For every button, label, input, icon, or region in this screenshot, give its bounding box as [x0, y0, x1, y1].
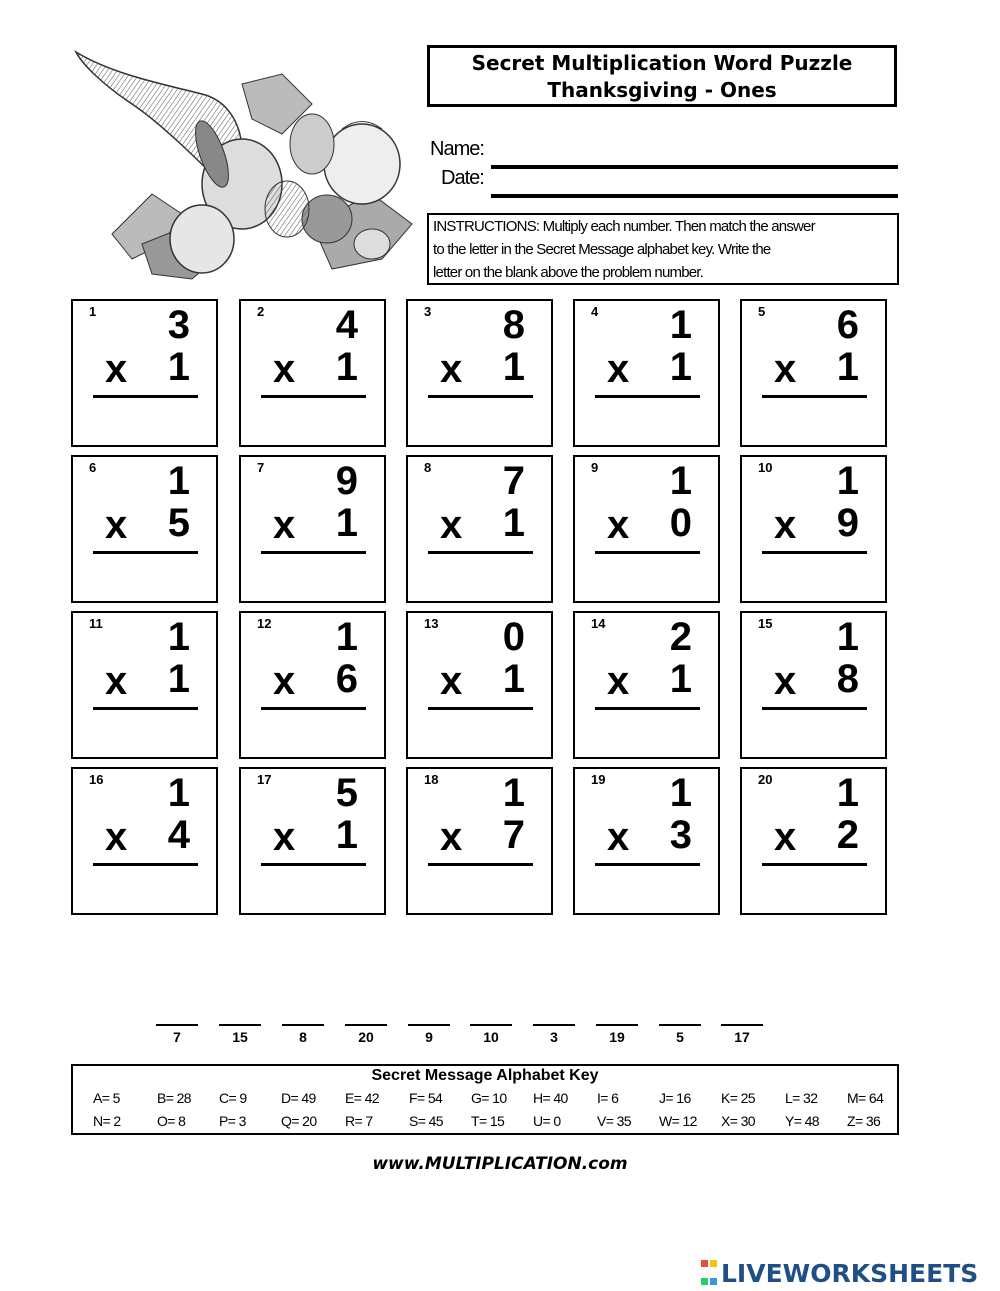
problem-number: 14 [591, 616, 606, 631]
answer-line[interactable] [595, 863, 700, 866]
multiplier: 8 [836, 657, 859, 701]
instructions-line: INSTRUCTIONS: Multiply each number. Then match the answer [433, 218, 815, 235]
answer-line[interactable] [595, 395, 700, 398]
key-entry: P= 3 [219, 1113, 246, 1129]
multiplier: 0 [669, 501, 692, 545]
problem-number: 6 [89, 460, 97, 475]
key-entry: Q= 20 [281, 1113, 317, 1129]
key-entry: K= 25 [721, 1090, 755, 1106]
multiplier: 7 [502, 813, 525, 857]
key-entry: O= 8 [157, 1113, 186, 1129]
answer-line[interactable] [261, 863, 366, 866]
alphabet-key-box [71, 1064, 899, 1135]
problem-number: 11 [89, 616, 103, 631]
blank-problem-number: 9 [425, 1029, 433, 1045]
key-entry: E= 42 [345, 1090, 379, 1106]
answer-line[interactable] [261, 551, 366, 554]
key-entry: V= 35 [597, 1113, 631, 1129]
problem-card [573, 611, 720, 759]
liveworksheets-logo [700, 1255, 978, 1291]
key-entry: C= 9 [219, 1090, 247, 1106]
key-entry: Y= 48 [785, 1113, 819, 1129]
multiplicand: 1 [836, 459, 859, 503]
multiplicand: 1 [167, 459, 190, 503]
answer-line[interactable] [428, 707, 533, 710]
name-label: Name: [430, 138, 484, 160]
multiplicand: 3 [167, 303, 190, 347]
key-entry: X= 30 [721, 1113, 755, 1129]
problem-number: 17 [257, 772, 272, 787]
key-entry: R= 7 [345, 1113, 373, 1129]
answer-line[interactable] [93, 863, 198, 866]
multiplicand: 6 [836, 303, 859, 347]
multiplier: 1 [335, 501, 358, 545]
message-blank[interactable] [721, 1024, 763, 1045]
answer-line[interactable] [762, 395, 867, 398]
times-sign: x [607, 815, 630, 859]
date-field[interactable] [491, 194, 898, 198]
problem-card [239, 299, 386, 447]
answer-line[interactable] [595, 707, 700, 710]
problem-number: 18 [424, 772, 439, 787]
answer-line[interactable] [762, 707, 867, 710]
problem-number: 12 [257, 616, 272, 631]
problem-card [239, 611, 386, 759]
key-entry: F= 54 [409, 1090, 443, 1106]
instructions-line: to the letter in the Secret Message alphabet key. Write the [433, 241, 771, 258]
problem-number: 13 [424, 616, 439, 631]
key-entry: A= 5 [93, 1090, 120, 1106]
multiplier: 1 [502, 345, 525, 389]
multiplicand: 5 [335, 771, 358, 815]
problem-card [71, 611, 218, 759]
multiplicand: 4 [335, 303, 358, 347]
answer-line[interactable] [93, 551, 198, 554]
multiplicand: 0 [502, 615, 525, 659]
key-entry: W= 12 [659, 1113, 697, 1129]
times-sign: x [440, 815, 463, 859]
multiplicand: 1 [502, 771, 525, 815]
problem-number: 7 [257, 460, 265, 475]
key-entry: N= 2 [93, 1113, 121, 1129]
times-sign: x [440, 347, 463, 391]
multiplier: 1 [669, 657, 692, 701]
message-blank[interactable] [408, 1024, 450, 1045]
times-sign: x [774, 503, 797, 547]
blank-line[interactable] [282, 1024, 324, 1026]
multiplier: 1 [836, 345, 859, 389]
blank-problem-number: 7 [173, 1029, 181, 1045]
message-blank[interactable] [345, 1024, 387, 1045]
problem-card [573, 299, 720, 447]
problem-card [740, 455, 887, 603]
problem-number: 3 [424, 304, 432, 319]
answer-line[interactable] [261, 395, 366, 398]
multiplicand: 1 [836, 771, 859, 815]
key-entry: U= 0 [533, 1113, 561, 1129]
answer-line[interactable] [762, 863, 867, 866]
key-entry: I= 6 [597, 1090, 619, 1106]
times-sign: x [273, 815, 296, 859]
problem-card [71, 767, 218, 915]
key-entry: L= 32 [785, 1090, 818, 1106]
multiplier: 1 [502, 657, 525, 701]
problem-card [239, 455, 386, 603]
multiplicand: 1 [335, 615, 358, 659]
problem-card [406, 611, 553, 759]
logo-mark-icon [700, 1255, 718, 1291]
multiplier: 1 [502, 501, 525, 545]
problem-card [573, 767, 720, 915]
key-entry: D= 49 [281, 1090, 316, 1106]
problem-card [740, 299, 887, 447]
multiplicand: 1 [669, 303, 692, 347]
title-line-1: Secret Multiplication Word Puzzle [471, 51, 853, 75]
times-sign: x [273, 347, 296, 391]
multiplicand: 8 [502, 303, 525, 347]
multiplicand: 7 [502, 459, 525, 503]
answer-line[interactable] [93, 707, 198, 710]
key-entry: B= 28 [157, 1090, 191, 1106]
key-entry: S= 45 [409, 1113, 443, 1129]
key-entry: J= 16 [659, 1090, 691, 1106]
times-sign: x [105, 659, 128, 703]
answer-line[interactable] [93, 395, 198, 398]
problem-card [573, 455, 720, 603]
blank-line[interactable] [345, 1024, 387, 1026]
blank-line[interactable] [408, 1024, 450, 1026]
times-sign: x [105, 347, 128, 391]
blank-problem-number: 19 [609, 1029, 625, 1045]
times-sign: x [774, 815, 797, 859]
multiplicand: 1 [836, 615, 859, 659]
answer-line[interactable] [428, 395, 533, 398]
answer-line[interactable] [428, 551, 533, 554]
problem-card [239, 767, 386, 915]
key-entry: G= 10 [471, 1090, 507, 1106]
brand-name: LIVEWORKSHEETS [721, 1258, 979, 1288]
message-blank[interactable] [533, 1024, 575, 1045]
date-label: Date: [441, 167, 484, 189]
problem-number: 9 [591, 460, 599, 475]
problem-number: 19 [591, 772, 606, 787]
blank-problem-number: 17 [734, 1029, 750, 1045]
multiplicand: 1 [669, 771, 692, 815]
problem-number: 4 [591, 304, 599, 319]
times-sign: x [774, 347, 797, 391]
multiplier: 4 [167, 813, 190, 857]
blank-problem-number: 10 [483, 1029, 499, 1045]
problem-card [71, 455, 218, 603]
message-blank[interactable] [219, 1024, 261, 1045]
worksheet-title-box [427, 45, 897, 107]
blank-line[interactable] [721, 1024, 763, 1026]
problem-card [406, 299, 553, 447]
times-sign: x [105, 815, 128, 859]
blank-problem-number: 5 [676, 1029, 684, 1045]
website-url[interactable]: www.MULTIPLICATION.com [372, 1154, 628, 1174]
problem-number: 5 [758, 304, 766, 319]
problem-number: 8 [424, 460, 432, 475]
blank-line[interactable] [659, 1024, 701, 1026]
multiplier: 1 [669, 345, 692, 389]
blank-line[interactable] [156, 1024, 198, 1026]
times-sign: x [105, 503, 128, 547]
multiplier: 2 [836, 813, 859, 857]
blank-problem-number: 8 [299, 1029, 307, 1045]
problem-card [406, 767, 553, 915]
blank-problem-number: 15 [232, 1029, 248, 1045]
cornucopia-illustration [72, 44, 424, 290]
instructions-line: letter on the blank above the problem number. [433, 264, 704, 281]
blank-line[interactable] [596, 1024, 638, 1026]
problem-card [740, 611, 887, 759]
multiplicand: 9 [335, 459, 358, 503]
problem-number: 2 [257, 304, 265, 319]
times-sign: x [273, 659, 296, 703]
key-entry: Z= 36 [847, 1113, 881, 1129]
times-sign: x [607, 659, 630, 703]
answer-line[interactable] [762, 551, 867, 554]
multiplier: 1 [167, 345, 190, 389]
instructions-box [427, 213, 899, 285]
multiplicand: 2 [669, 615, 692, 659]
answer-line[interactable] [428, 863, 533, 866]
multiplicand: 1 [167, 615, 190, 659]
times-sign: x [440, 503, 463, 547]
problem-card [406, 455, 553, 603]
problem-number: 20 [758, 772, 773, 787]
times-sign: x [774, 659, 797, 703]
times-sign: x [607, 503, 630, 547]
message-blank[interactable] [156, 1024, 198, 1045]
alphabet-key-title: Secret Message Alphabet Key [371, 1067, 599, 1084]
problem-number: 16 [89, 772, 104, 787]
message-blank[interactable] [282, 1024, 324, 1045]
problem-number: 10 [758, 460, 773, 475]
message-blank[interactable] [596, 1024, 638, 1045]
title-line-2: Thanksgiving - Ones [547, 78, 777, 102]
message-blank[interactable] [470, 1024, 512, 1045]
problem-card [71, 299, 218, 447]
key-entry: T= 15 [471, 1113, 505, 1129]
message-blank[interactable] [659, 1024, 701, 1045]
answer-line[interactable] [261, 707, 366, 710]
name-field[interactable] [491, 165, 898, 169]
times-sign: x [440, 659, 463, 703]
multiplier: 5 [167, 501, 190, 545]
multiplier: 1 [167, 657, 190, 701]
key-entry: M= 64 [847, 1090, 884, 1106]
multiplier: 6 [335, 657, 358, 701]
key-entry: H= 40 [533, 1090, 568, 1106]
blank-problem-number: 3 [550, 1029, 558, 1045]
problem-number: 15 [758, 616, 773, 631]
multiplier: 1 [335, 813, 358, 857]
blank-line[interactable] [219, 1024, 261, 1026]
times-sign: x [607, 347, 630, 391]
problem-card [740, 767, 887, 915]
multiplier: 1 [335, 345, 358, 389]
blank-line[interactable] [533, 1024, 575, 1026]
blank-line[interactable] [470, 1024, 512, 1026]
multiplier: 3 [669, 813, 692, 857]
problem-number: 1 [89, 304, 97, 319]
multiplicand: 1 [167, 771, 190, 815]
multiplicand: 1 [669, 459, 692, 503]
blank-problem-number: 20 [358, 1029, 374, 1045]
answer-line[interactable] [595, 551, 700, 554]
multiplier: 9 [836, 501, 859, 545]
times-sign: x [273, 503, 296, 547]
